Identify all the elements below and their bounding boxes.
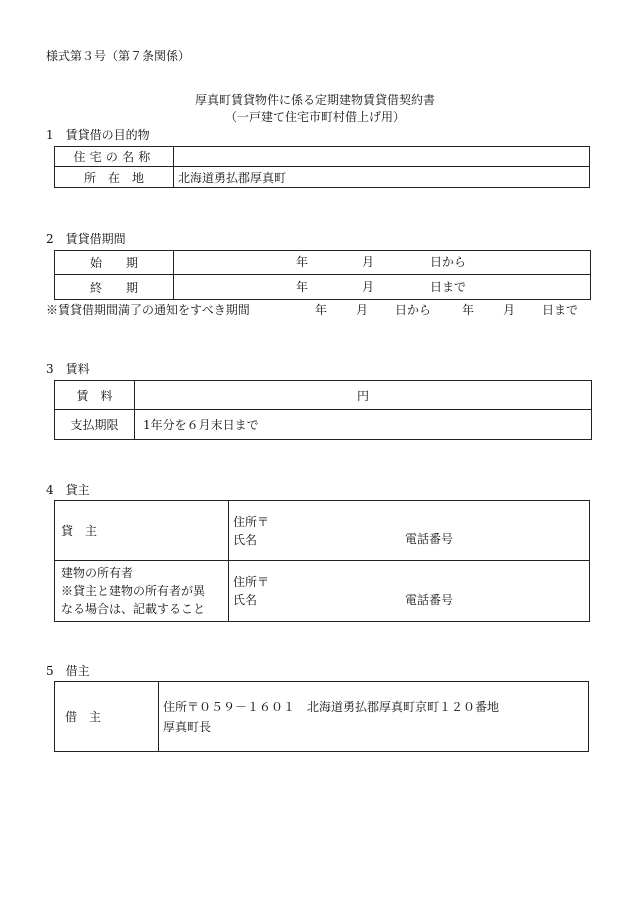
owner-label-line2: ※貸主と建物の所有者が異: [61, 584, 206, 598]
owner-name: 氏名: [233, 593, 258, 607]
payment-deadline-value: 1年分を６月末日まで: [135, 410, 592, 440]
end-period-label: 終 期: [55, 275, 174, 300]
section4-table: [54, 500, 590, 622]
rent-value: 円: [135, 381, 592, 410]
lessor-label: 貸 主: [55, 501, 229, 561]
section5-heading: 5 借主: [46, 664, 90, 678]
section2-table: [54, 250, 591, 300]
document-subtitle: （一戸建て住宅市町村借上げ用）: [224, 110, 405, 124]
end-month: 月: [362, 280, 375, 294]
lessor-name: 氏名: [233, 532, 258, 547]
lessee-label: 借 主: [55, 682, 159, 752]
owner-label-line3: なる場合は、記載すること: [61, 602, 206, 616]
notice-end-day: 日まで: [542, 303, 579, 317]
notice-start-year: 年: [315, 303, 328, 317]
location-value: 北海道勇払郡厚真町: [174, 167, 590, 188]
lessee-name: 厚真町長: [163, 719, 212, 734]
owner-label-line1: 建物の所有者: [61, 566, 134, 580]
owner-info: [229, 561, 590, 622]
section1-table: [54, 146, 590, 188]
start-period-value: [174, 251, 591, 275]
start-period-label: 始 期: [55, 251, 174, 275]
section2-heading: 2 賃貸借期間: [46, 232, 126, 246]
end-year: 年: [296, 280, 309, 294]
lessee-address: 住所〒０５９－１６０１ 北海道勇払郡厚真町京町１２０番地: [163, 699, 500, 714]
payment-deadline-label: 支払期限: [55, 410, 135, 440]
notice-start-day: 日から: [395, 303, 432, 317]
notice-end-year: 年: [462, 303, 475, 317]
section1-heading: 1 賃貸借の目的物: [46, 128, 150, 142]
end-period-value: [174, 275, 591, 300]
rent-label: 賃 料: [55, 381, 135, 410]
start-year: 年: [296, 255, 309, 269]
lessor-phone: 電話番号: [405, 532, 454, 546]
notice-period-label: ※賃貸借期間満了の通知をすべき期間: [46, 303, 250, 317]
notice-end-month: 月: [503, 303, 516, 317]
section4-heading: 4 貸主: [46, 483, 90, 497]
form-number: 様式第３号（第７条関係）: [46, 49, 191, 63]
lessee-info: [159, 682, 589, 752]
owner-label: [55, 561, 229, 622]
start-day: 日から: [430, 255, 467, 269]
start-month: 月: [362, 255, 375, 269]
location-label: 所 在 地: [55, 167, 174, 188]
section3-heading: 3 賃料: [46, 362, 90, 376]
housing-name-label: 住宅の名称: [55, 147, 174, 167]
section3-table: [54, 380, 592, 440]
lessor-info: [229, 501, 590, 561]
owner-address: 住所〒: [233, 575, 270, 589]
owner-phone: 電話番号: [405, 593, 454, 607]
notice-start-month: 月: [356, 303, 369, 317]
section5-table: [54, 681, 589, 752]
housing-name-value: [174, 147, 590, 167]
document-title: 厚真町賃貸物件に係る定期建物賃貸借契約書: [194, 93, 435, 107]
end-day: 日まで: [430, 280, 467, 294]
lessor-address: 住所〒: [233, 514, 270, 529]
